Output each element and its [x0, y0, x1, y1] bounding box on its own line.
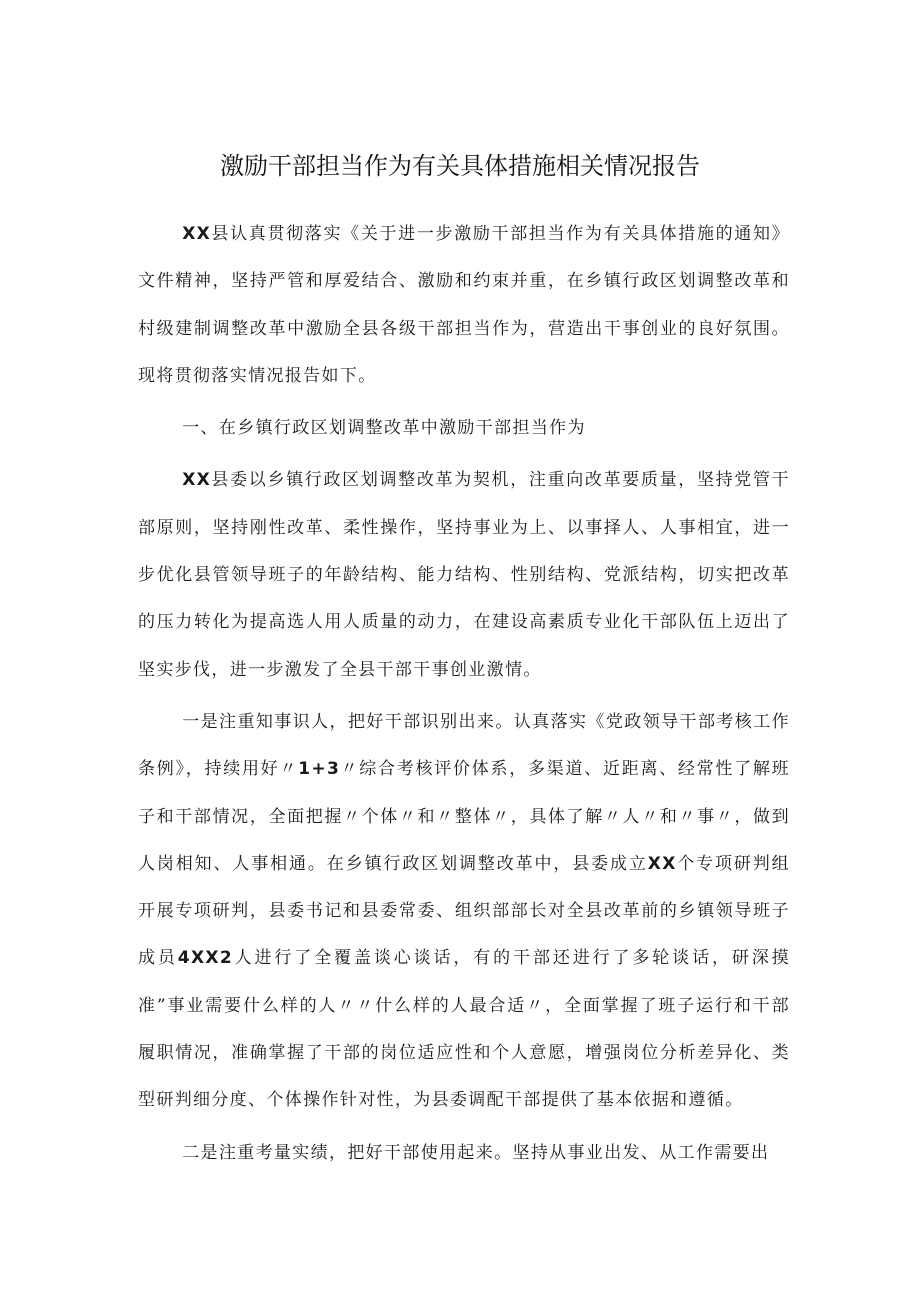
paragraph-point-1 [138, 699, 790, 1125]
county-code: XX [182, 470, 212, 491]
paragraph-section-1 [138, 457, 790, 693]
paragraph-section-1-text: 县委以乡镇行政区划调整改革为契机，注重向改革要质量，坚持党管干部原则，坚持刚性改革、柔性操作，坚持事业为上、以事择人、人事相宜，进一步优化县管领导班子的年龄结构、能力结构、性别结构、党派结构，切实把改革的压力转化为提高选人用人质量的动力，在建设高素质专业化干部队伍上迈出了坚实步伐，进一步激发了全县干部干事创业激情。 [138, 470, 790, 680]
document-body [138, 211, 790, 1182]
paragraph-point-2: 二是注重考量实绩，把好干部使用起来。坚持从事业出发、从工作需要出 [182, 1142, 770, 1163]
paragraph-intro-text: 县认真贯彻落实《关于进一步激励干部担当作为有关具体措施的通知》文件精神，坚持严管和厚爱结合、激励和约束并重，在乡镇行政区划调整改革和村级建制调整改革中激励全县各级干部担当作为，营造出干事创业的良好氛围。现将贯彻落实情况报告如下。 [138, 224, 790, 386]
group-count: XX [647, 853, 677, 874]
section-heading-1: 一、在乡镇行政区划调整改革中激励干部担当作为 [182, 418, 586, 439]
paragraph-point-1-text-d: 人进行了全覆盖谈心谈话，有的干部还进行了多轮谈话，研深摸准”事业需要什么样的人〃〃什么样的人最合适〃，全面掌握了班子运行和干部履职情况，准确掌握了干部的岗位适应性和个人意愿，增强岗位分析差异化、类型研判细分度、个体操作针对性，为县委调配干部提供了基本依据和遵循。 [138, 948, 790, 1111]
evaluation-system-code: 1+3 [298, 759, 341, 780]
member-count: 4XX2 [177, 948, 234, 969]
document-title: 激励干部担当作为有关具体措施相关情况报告 [220, 152, 700, 180]
paragraph-point-1-text-c: 个专项研判组开展专项研判，县委书记和县委常委、组织部部长对全县改革前的乡镇领导班子成员 [138, 853, 790, 969]
paragraph-point-1-text-b: 〃综合考核评价体系，多渠道、近距离、经常性了解班子和干部情况，全面把握〃个体〃和〃整体〃，具体了解〃人〃和〃事〃，做到人岗相知、人事相通。在乡镇行政区划调整改革中，县委成立 [138, 759, 790, 874]
paragraph-intro [138, 211, 790, 400]
county-code: XX [182, 224, 212, 244]
paragraph-point-1-text-a: 一是注重知事识人，把好干部识别出来。认真落实《党政领导干部考核工作条例》，持续用好〃 [138, 711, 790, 780]
